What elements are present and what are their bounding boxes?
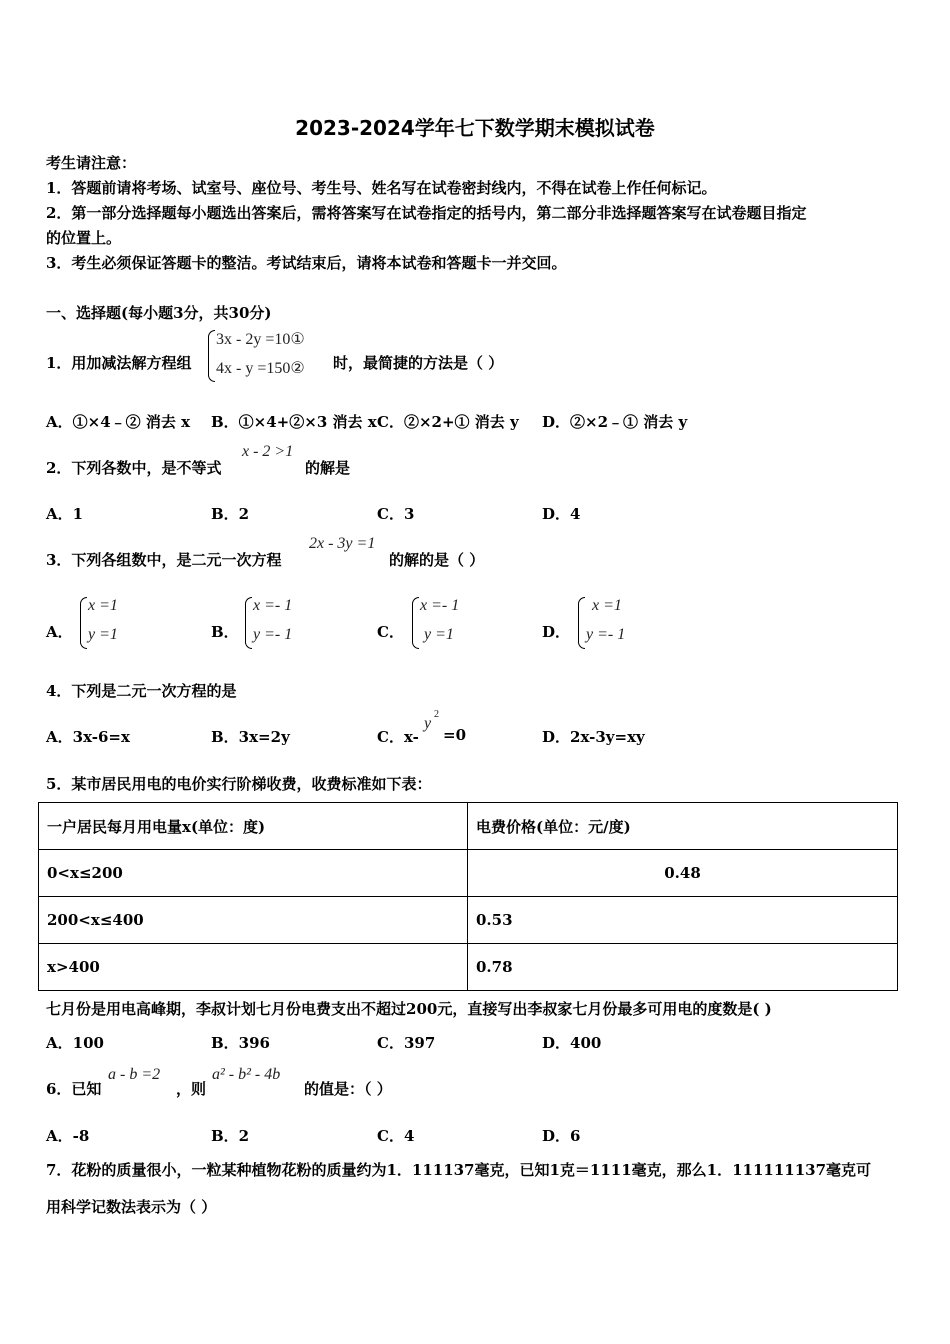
q5-option-b: B．396 xyxy=(211,1034,270,1052)
q6-target-expression: a² - b² - 4b xyxy=(212,1066,281,1083)
q2-option-b: B．2 xyxy=(211,505,250,523)
q1-stem-post: 时，最简捷的方法是（ ） xyxy=(333,354,504,372)
q4-option-c-post: =0 xyxy=(443,726,467,744)
q6-option-d: D．6 xyxy=(542,1127,581,1145)
q6-given-expression: a - b =2 xyxy=(108,1066,161,1083)
q3-option-b-label: B． xyxy=(211,623,239,641)
q1-option-d: D．②×2﹣① 消去 y xyxy=(542,413,688,431)
q4-option-a: A．3x-6=x xyxy=(46,728,130,746)
q5-price-table xyxy=(38,802,898,991)
q1-equation-1: 3x - 2y =10① xyxy=(216,331,305,348)
q1-option-b: B．①×4+②×3 消去 x xyxy=(211,413,377,431)
q6-stem-pre: 6．已知 xyxy=(46,1080,102,1098)
q5-follow-up: 七月份是用电高峰期，李叔计划七月份电费支出不超过200元，直接写出李叔家七月份最多可用电的度数是( ) xyxy=(46,1000,772,1018)
q2-stem-post: 的解是 xyxy=(305,459,351,477)
q2-option-a: A．1 xyxy=(46,505,84,523)
q3-option-c-label: C． xyxy=(377,623,404,641)
q4-option-c-exponent: 2 xyxy=(434,709,439,720)
q4-stem: 4．下列是二元一次方程的是 xyxy=(46,682,237,700)
q3-option-b-brace xyxy=(245,597,252,649)
q2-option-d: D．4 xyxy=(542,505,581,523)
q4-option-d: D．2x-3y=xy xyxy=(542,728,645,746)
q3-option-c-line2: y =1 xyxy=(424,626,454,643)
q2-inequality: x - 2 >1 xyxy=(242,443,294,460)
q4-option-c-pre: C．x- xyxy=(377,728,419,746)
q1-option-a: A．①×4﹣② 消去 x xyxy=(46,413,191,431)
q6-stem-mid: ，则 xyxy=(176,1080,207,1098)
q5-option-a: A．100 xyxy=(46,1034,104,1052)
table-cell: 0.78 xyxy=(468,944,898,991)
q1-equation-2: 4x - y =150② xyxy=(216,360,305,377)
q5-option-c: C．397 xyxy=(377,1034,436,1052)
q6-stem-post: 的值是：（ ） xyxy=(304,1080,392,1098)
table-row xyxy=(39,803,898,850)
table-row xyxy=(39,944,898,991)
q3-option-d-brace xyxy=(578,597,585,649)
q3-option-a-label: A． xyxy=(46,623,73,641)
q3-option-c-line1: x =- 1 xyxy=(420,597,460,614)
q3-stem-pre: 3．下列各组数中，是二元一次方程 xyxy=(46,551,282,569)
q3-option-b-line2: y =- 1 xyxy=(253,626,293,643)
table-cell: 0.48 xyxy=(468,850,898,897)
table-header-cell: 电费价格(单位：元/度) xyxy=(468,803,898,850)
q1-system-brace xyxy=(208,330,215,382)
table-row xyxy=(39,850,898,897)
table-cell: 0<x≤200 xyxy=(39,850,468,897)
q4-option-c-base: y xyxy=(424,715,432,732)
notice-item: 的位置上。 xyxy=(46,229,122,247)
q3-option-d-label: D． xyxy=(542,623,571,641)
q3-option-d-line2: y =- 1 xyxy=(586,626,626,643)
q2-option-c: C．3 xyxy=(377,505,415,523)
q7-stem-line2: 用科学记数法表示为（ ） xyxy=(46,1198,217,1216)
table-cell: x>400 xyxy=(39,944,468,991)
q3-option-c-brace xyxy=(412,597,419,649)
table-header-cell: 一户居民每月用电量x(单位：度) xyxy=(39,803,468,850)
q3-equation: 2x - 3y =1 xyxy=(309,535,376,552)
q3-stem-post: 的解的是（ ） xyxy=(389,551,485,569)
q5-stem: 5．某市居民用电的电价实行阶梯收费，收费标准如下表： xyxy=(46,775,432,793)
page-title: 2023-2024学年七下数学期末模拟试卷 xyxy=(295,116,655,140)
q3-option-b-line1: x =- 1 xyxy=(253,597,293,614)
q2-stem-pre: 2．下列各数中，是不等式 xyxy=(46,459,222,477)
section-heading: 一、选择题(每小题3分，共30分) xyxy=(46,304,272,322)
q7-stem-line1: 7．花粉的质量很小，一粒某种植物花粉的质量约为1．111137毫克，已知1克＝1111毫克，那么1．111111137毫克可 xyxy=(46,1161,872,1179)
notice-item: 1．答题前请将考场、试室号、座位号、考生号、姓名写在试卷密封线内，不得在试卷上作任何标记。 xyxy=(46,179,717,197)
q4-option-b: B．3x=2y xyxy=(211,728,290,746)
notice-heading: 考生请注意： xyxy=(46,154,137,172)
table-row xyxy=(39,897,898,944)
q3-option-a-brace xyxy=(80,597,87,649)
table-cell: 200<x≤400 xyxy=(39,897,468,944)
q1-stem-pre: 1．用加减法解方程组 xyxy=(46,354,192,372)
notice-item: 2．第一部分选择题每小题选出答案后，需将答案写在试卷指定的括号内，第二部分非选择题答案写在试卷题目指定 xyxy=(46,204,807,222)
q1-option-c: C．②×2+① 消去 y xyxy=(377,413,519,431)
q3-option-a-line1: x =1 xyxy=(88,597,118,614)
q6-option-a: A．-8 xyxy=(46,1127,90,1145)
q3-option-d-line1: x =1 xyxy=(592,597,622,614)
q5-option-d: D．400 xyxy=(542,1034,602,1052)
notice-item: 3．考生必须保证答题卡的整洁。考试结束后，请将本试卷和答题卡一并交回。 xyxy=(46,254,567,272)
q6-option-c: C．4 xyxy=(377,1127,415,1145)
q3-option-a-line2: y =1 xyxy=(88,626,118,643)
table-cell: 0.53 xyxy=(468,897,898,944)
q6-option-b: B．2 xyxy=(211,1127,250,1145)
